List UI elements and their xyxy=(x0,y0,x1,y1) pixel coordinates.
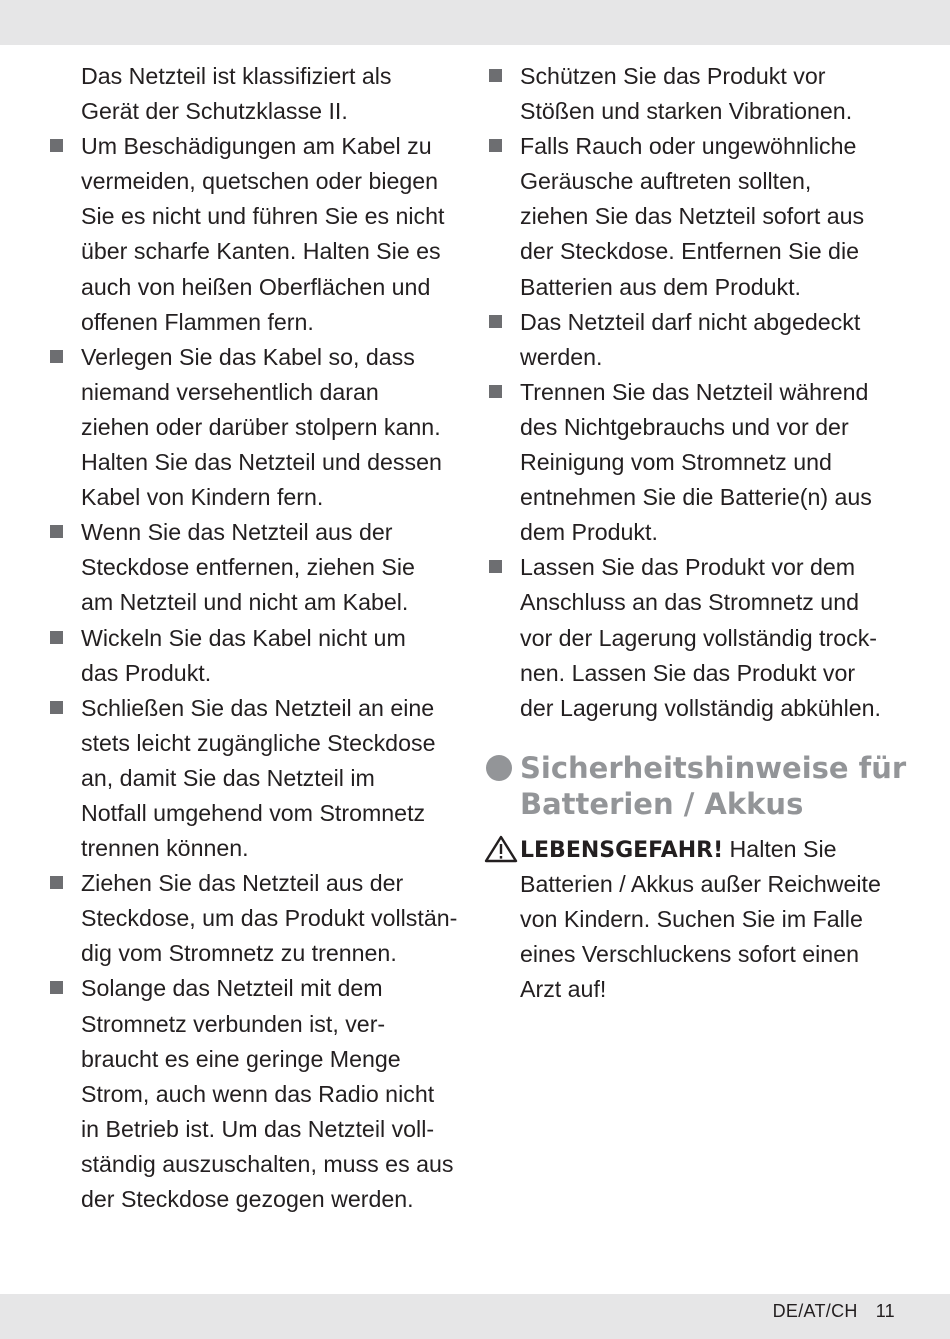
text-line: Halten Sie das Netzteil und dessen xyxy=(81,449,442,476)
text-line: Stromnetz verbunden ist, ver- xyxy=(81,1010,386,1037)
warning-triangle-icon xyxy=(484,835,518,863)
text-line: ziehen Sie das Netzteil sofort aus xyxy=(520,203,865,230)
left-column xyxy=(81,59,481,1217)
text-line: Lassen Sie das Produkt vor dem xyxy=(520,554,856,581)
text-line: Schützen Sie das Produkt vor xyxy=(520,63,826,89)
square-bullet-icon xyxy=(50,139,63,152)
warning-text-line: eines Verschluckens sofort einen xyxy=(520,941,859,968)
text-line: am Netzteil und nicht am Kabel. xyxy=(81,589,409,616)
text-line: des Nichtgebrauchs und vor der xyxy=(520,413,849,440)
page-number: 11 xyxy=(875,1301,895,1321)
text-line: Wickeln Sie das Kabel nicht um xyxy=(81,624,406,651)
page-footer xyxy=(773,1301,895,1322)
text-line: Um Beschädigungen am Kabel zu xyxy=(81,133,432,160)
list-item xyxy=(520,129,940,304)
text-line: Schließen Sie das Netzteil an eine xyxy=(81,694,435,721)
list-item xyxy=(81,129,481,340)
warning-text-line: Arzt auf! xyxy=(520,976,607,1003)
text-line: Das Netzteil darf nicht abgedeckt xyxy=(520,308,861,335)
text-line: Steckdose, um das Produkt vollstän- xyxy=(81,905,458,932)
text-line: Trennen Sie das Netzteil während xyxy=(520,378,869,405)
text-line: Falls Rauch oder ungewöhnliche xyxy=(520,133,857,160)
text-line: Gerät der Schutzklasse II. xyxy=(81,98,348,125)
square-bullet-icon xyxy=(50,525,63,538)
list-item xyxy=(81,621,481,691)
square-bullet-icon xyxy=(489,560,502,573)
list-item xyxy=(81,866,481,971)
text-line: in Betrieb ist. Um das Netzteil voll- xyxy=(81,1115,435,1142)
list-item xyxy=(520,550,940,725)
warning-first-line xyxy=(520,832,940,867)
square-bullet-icon xyxy=(50,350,63,363)
square-bullet-icon xyxy=(489,315,502,328)
right-column xyxy=(520,59,940,1007)
heading-circle-icon xyxy=(486,755,512,781)
square-bullet-icon xyxy=(489,69,502,82)
paragraph xyxy=(81,59,481,129)
text-line: Notfall umgehend vom Stromnetz xyxy=(81,799,426,826)
section-heading xyxy=(520,750,940,822)
text-line: ziehen oder darüber stolpern kann. xyxy=(81,413,441,440)
text-line: an, damit Sie das Netzteil im xyxy=(81,764,375,791)
list-item xyxy=(81,971,481,1217)
list-item xyxy=(520,305,940,375)
section-heading-line: Sicherheitshinweise für xyxy=(520,750,907,785)
text-line: entnehmen Sie die Batterie(n) aus xyxy=(520,484,872,511)
list-item xyxy=(520,375,940,550)
list-item xyxy=(81,515,481,620)
section-heading-line: Batterien / Akkus xyxy=(520,786,804,821)
text-line: werden. xyxy=(520,343,603,370)
square-bullet-icon xyxy=(50,876,63,889)
list-item xyxy=(81,691,481,866)
text-line: Solange das Netzteil mit dem xyxy=(81,975,383,1002)
text-line: vor der Lagerung vollständig trock- xyxy=(520,624,878,651)
text-line: auch von heißen Oberflächen und xyxy=(81,273,431,300)
warning-label: LEBENSGEFAHR! xyxy=(520,837,724,863)
text-line: stets leicht zugängliche Steckdose xyxy=(81,729,436,756)
warning-block xyxy=(520,832,940,1007)
text-line: Das Netzteil ist klassifiziert als xyxy=(81,63,392,89)
text-line: Stößen und starken Vibrationen. xyxy=(520,98,853,125)
text-line: vermeiden, quetschen oder biegen xyxy=(81,168,439,195)
text-line: Steckdose entfernen, ziehen Sie xyxy=(81,554,415,581)
text-line: der Steckdose gezogen werden. xyxy=(81,1186,414,1212)
list-item xyxy=(81,340,481,515)
text-line: Strom, auch wenn das Radio nicht xyxy=(81,1080,435,1107)
square-bullet-icon xyxy=(50,701,63,714)
text-line: über scharfe Kanten. Halten Sie es xyxy=(81,238,441,265)
right-column-list xyxy=(520,59,940,726)
warning-text-line: Batterien / Akkus außer Reichweite xyxy=(520,870,881,897)
header-band xyxy=(0,0,950,45)
text-line: braucht es eine geringe Menge xyxy=(81,1045,401,1072)
text-line: Geräusche auftreten sollten, xyxy=(520,168,812,195)
text-line: Wenn Sie das Netzteil aus der xyxy=(81,519,393,546)
text-line: Reinigung vom Stromnetz und xyxy=(520,449,832,476)
text-line: Verlegen Sie das Kabel so, dass xyxy=(81,343,415,370)
text-line: offenen Flammen fern. xyxy=(81,308,314,335)
square-bullet-icon xyxy=(50,981,63,994)
text-line: Batterien aus dem Produkt. xyxy=(520,273,801,300)
text-line: Anschluss an das Stromnetz und xyxy=(520,589,859,616)
text-line: Ziehen Sie das Netzteil aus der xyxy=(81,870,404,897)
list-item xyxy=(520,59,940,129)
text-line: trennen können. xyxy=(81,835,249,862)
text-line: dem Produkt. xyxy=(520,519,658,546)
square-bullet-icon xyxy=(489,385,502,398)
text-line: nen. Lassen Sie das Produkt vor xyxy=(520,659,856,686)
text-line: Sie es nicht und führen Sie es nicht xyxy=(81,203,445,230)
footer-region: DE/AT/CH xyxy=(772,1301,858,1321)
warning-text-line: von Kindern. Suchen Sie im Falle xyxy=(520,905,863,932)
text-line: der Lagerung vollständig abkühlen. xyxy=(520,694,881,721)
text-line: ständig auszuschalten, muss es aus xyxy=(81,1150,454,1177)
text-line: niemand versehentlich daran xyxy=(81,378,379,405)
square-bullet-icon xyxy=(489,139,502,152)
text-line: das Produkt. xyxy=(81,659,212,686)
text-line: dig vom Stromnetz zu trennen. xyxy=(81,940,397,967)
text-line: der Steckdose. Entfernen Sie die xyxy=(520,238,860,265)
square-bullet-icon xyxy=(50,631,63,644)
warning-text: Halten Sie xyxy=(723,835,837,862)
text-line: Kabel von Kindern fern. xyxy=(81,484,324,511)
